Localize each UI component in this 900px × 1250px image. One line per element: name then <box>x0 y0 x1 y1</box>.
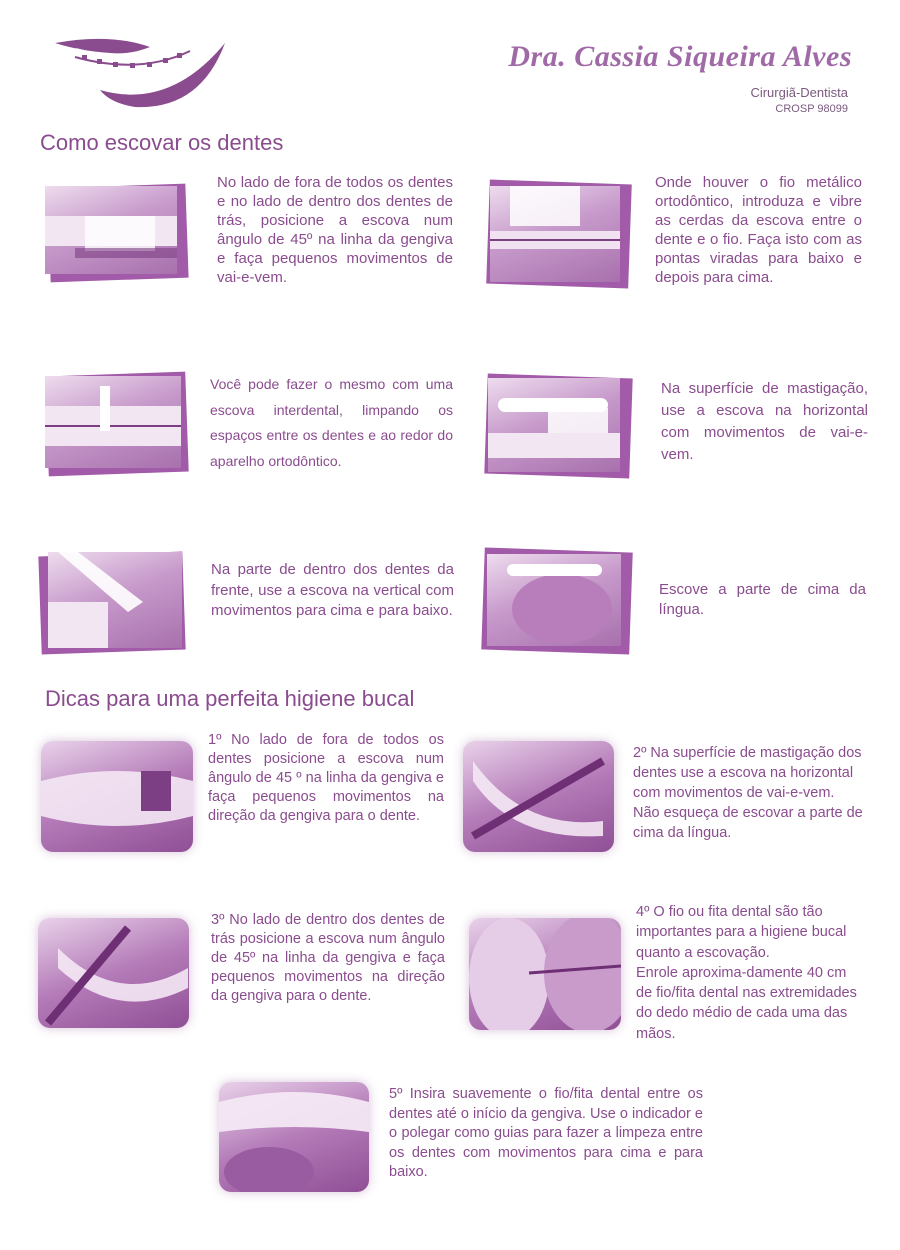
hygiene-step-1: 1º No lado de fora de todos os dentes posicione a escova num ângulo de 45 º na linha da gengiva e faça pequenos movimentos na direção da gengiva para o dente. <box>208 732 444 824</box>
step2-chewing-photo <box>463 741 614 852</box>
doctor-title: Cirurgiã-Dentista <box>750 85 848 100</box>
brushing-tip-3: Você pode fazer o mesmo com uma escova interdental, limpando os espaços entre os dentes e ao redor do aparelho ortodôntico. <box>210 376 453 469</box>
brushing-tip-2: Onde houver o fio metálico ortodôntico, introduza e vibre as cerdas da escova entre o dente e o fio. Faça isto com as pontas viradas para baixo e depois para cima. <box>655 174 862 286</box>
section-title-brushing: Como escovar os dentes <box>40 130 284 155</box>
doctor-name: Dra. Cassia Siqueira Alves <box>508 40 852 73</box>
hygiene-step-3: 3º No lado de dentro dos dentes de trás posicione a escova num ângulo de 45º na linha da gengiva e faça pequenos movimentos na direção da gengiva para o dente. <box>211 912 445 1004</box>
hygiene-step-4: 4º O fio ou fita dental são tão importantes para a higiene bucal quanto a escovação. Enrole aproxima-damente 40 cm de fio/fita dental nas extremidades do dedo médio de cada uma das mãos. <box>636 904 857 1042</box>
vertical-brush-photo <box>38 548 188 656</box>
brushing-tip-5: Na parte de dentro dos dentes da frente, use a escova na vertical com movimentos para cima e para baixo. <box>211 561 454 619</box>
toothbrush-45-degree-photo <box>45 182 190 282</box>
brush-under-wire-photo <box>482 178 634 290</box>
doctor-registration: CROSP 98099 <box>775 103 848 115</box>
step4-floss-wrap-photo <box>469 918 621 1030</box>
brushing-tip-4: Na superfície de mastigação, use a escova na horizontal com movimentos de vai-e-vem. <box>661 380 868 463</box>
hygiene-step-5: 5º Insira suavemente o fio/fita dental entre os dentes até o início da gengiva. Use o indicador e o polegar como guias para fazer a limpeza entre os dentes com movimentos para cima e para baixo. <box>389 1086 703 1180</box>
brushing-tip-6: Escove a parte de cima da língua. <box>659 581 866 618</box>
step1-outer-teeth-photo <box>41 741 193 852</box>
chewing-surface-photo <box>480 372 635 480</box>
section-title-hygiene-tips: Dicas para uma perfeita higiene bucal <box>45 686 415 711</box>
tongue-brush-photo <box>479 546 634 656</box>
brushing-tip-1: No lado de fora de todos os dentes e no lado de dentro dos dentes de trás, posicione a escova num ângulo de 45º na linha da gengiva e faça pequenos movimentos de vai-e-vem. <box>217 174 453 286</box>
doctor-credentials <box>750 85 848 117</box>
hygiene-step-2: 2º Na superfície de mastigação dos dentes use a escova na horizontal com movimentos de vai-e-vem. Não esqueça de escovar a parte de cima da língua. <box>633 745 863 841</box>
interdental-brush-photo <box>43 368 191 478</box>
step5-flossing-photo <box>219 1082 369 1192</box>
smile-braces-logo-icon <box>50 35 235 110</box>
step3-inner-teeth-photo <box>38 918 189 1028</box>
